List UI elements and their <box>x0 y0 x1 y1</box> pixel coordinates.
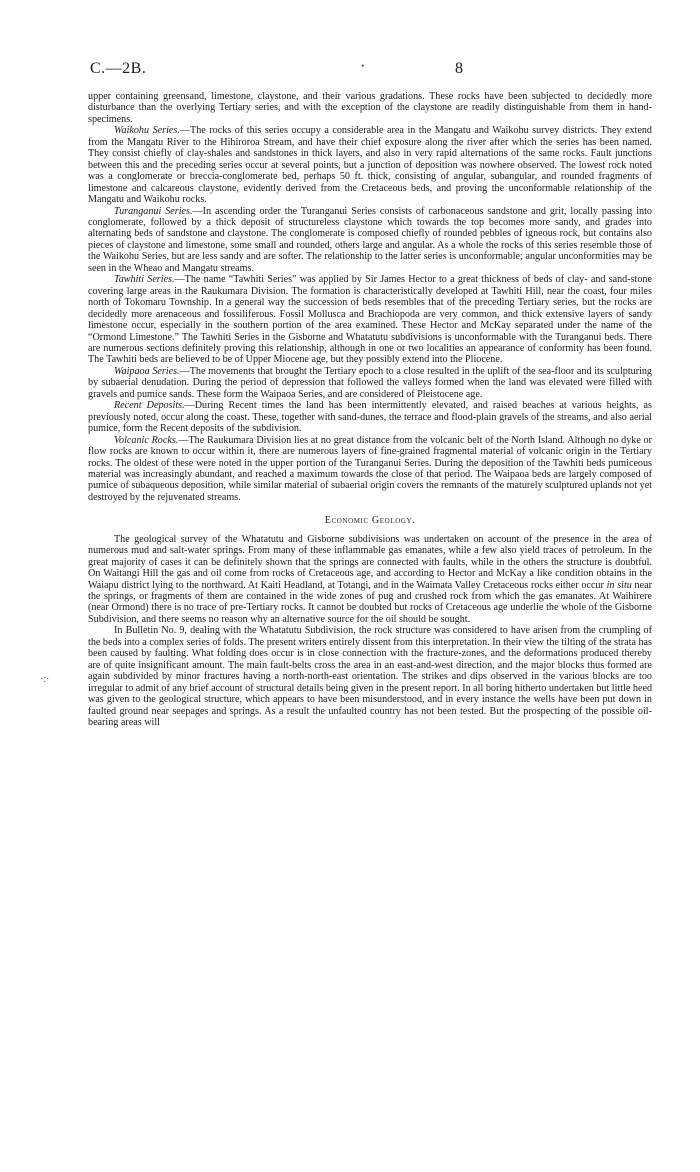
paragraph-lead: Recent Deposits. <box>114 400 185 412</box>
paragraph-lead: Volcanic Rocks. <box>114 434 179 446</box>
paragraph-waipaoa-series: Waipaoa Series.—The movements that brought the Tertiary epoch to a close resulted in the uplift of the sea-floor and its sculpturing by subaerial denudation. During the period of depression that followed the valleys formed when the land was elevated were filled with gravels and pumice sands. These form the Waipaoa Series, and are considered of Pleistocene age. <box>88 365 652 400</box>
page-body <box>88 91 652 728</box>
paragraph-economic-survey: The geological survey of the Whatatutu and Gisborne subdivisions was undertaken on account of the presence in the area of numerous mud and salt-water springs. From many of these inflammable gas emanates, while a few also yield traces of petroleum. In the great majority of cases it can be definitely shown that the springs are connected with faults, while in the others the structure is doubtful. On Waitangi Hill the gas and oil come from rocks of Cretaceous age, and according to Hector and McKay a like condition obtains in the Waiapu district lying to the northward. At Kaiti Headland, at Totangi, and in the Waimata Valley Cretaceous rocks either occur in situ near the springs, or fragments of them are contained in the wide zones of pug and crushed rock from which the gas emanates. At Waihirere (near Ormond) there is no trace of pre-Tertiary rocks. It cannot be doubted but rocks of Cretaceous age underlie the whole of the Gisborne Subdivision, and there seems no reason why an alternative source for the oil should be sought. <box>88 533 652 625</box>
section-heading: Economic Geology. <box>324 515 416 527</box>
paragraph-lead: Turanganui Series. <box>114 205 193 217</box>
paragraph-turanganui-series: Turanganui Series.—In ascending order the Turanganui Series consists of carbonaceous sandstone and grit, locally passing into conglomerate, followed by a thick deposit of structureless claystone which towards the top becomes more sandy, and grades into alternating beds of sandstone and claystone. The conglomerate is composed chiefly of rounded pebbles of igneous rock, but contains also pieces of claystone and limestone, some small and rounded, others large and angular. As a whole the rocks of this series resemble those of the Waikohu Series, but are less sandy and are softer. The relationship to the latter series is unconformable; angular unconformities may be seen in the Wheao and Mangatu streams. <box>88 205 652 274</box>
paragraph-recent-deposits: Recent Deposits.—During Recent times the land has been intermittently elevated, and raised beaches at various heights, as previously noted, occur along the coast. These, together with sand-dunes, the terrace and flood-plain gravels of the streams, and also aerial pumice, form the Recent deposits of the subdivision. <box>88 400 652 435</box>
paragraph-waikohu-series: Waikohu Series.—The rocks of this series occupy a considerable area in the Mangatu and Waikohu survey districts. They extend from the Mangatu River to the Hihiroroa Stream, and have their chief exposure along the river after which the series has been named. They consist chiefly of clay-shales and sandstones in thick layers, and also in very rapid alternations of the same rocks. Fault junctions between this and the preceding series occur at several points, but a junction of deposition was nowhere observed. The lowest rock noted was a conglomerate or breccia-conglomerate bed, perhaps 50 ft. thick, consisting of angular, subangular, and rounded fragments of limestone and calcareous claystone, evidently derived from the Cretaceous beds, and proving the unconformable relationship of the Mangatu and Waikohu rocks. <box>88 125 652 206</box>
page-header <box>90 60 650 80</box>
paragraph-continuation: upper containing greensand, limestone, claystone, and their various gradations. These rocks have been subjected to decidedly more disturbance than the overlying Tertiary series, and with the exception of the claystone are readily distinguishable from them in hand-specimens. <box>88 91 652 125</box>
paragraph-volcanic-rocks: Volcanic Rocks.—The Raukumara Division lies at no great distance from the volcanic belt of the North Island. Although no dyke or flow rocks are known to occur within it, there are numerous layers of fine-grained fragmental material of volcanic origin in the Tertiary rocks. The oldest of these were noted in the upper portion of the Turanganui Series. During the deposition of the Tawhiti beds pumiceous material was increasingly abundant, and reached a maximum towards the close of that period. The Waipaoa beds are largely composed of pumice of subaqueous deposition, while similar material of subaerial origin covers the remnants of the maturely sculptured uplands not yet destroyed by the rejuvenated streams. <box>88 434 652 503</box>
page-number: 8 <box>455 60 463 77</box>
paragraph-lead: Waikohu Series. <box>114 125 180 137</box>
paragraph-lead: Waipaoa Series. <box>114 365 180 377</box>
paragraph-tawhiti-series: Tawhiti Series.—The name “Tawhiti Series” was applied by Sir James Hector to a great thickness of beds of clay- and sand-stone covering large areas in the Raukumara Division. The formation is characteristically developed at Tawhiti Hill, near the coast, four miles north of Tokomaru Township. In a general way the succession of beds resembles that of the preceding Tertiary series, but the rocks are decidedly more arenaceous and fossiliferous. Fossil Mollusca and Brachiopoda are very common, and thick extensive layers of sandy limestone occur, especially in the southern portion of the area examined. These Hector and McKay separated under the name of the “Ormond Limestone.” The Tawhiti Series in the Gisborne and Whatatutu subdivisions is unconformable with the Turanganui beds. There are numerous sections definitely proving this relationship, although in one or two localities an appearance of conformity has been found. The Tawhiti beds are believed to be of Upper Miocene age, but they possibly extend into the Pliocene. <box>88 274 652 366</box>
margin-speck-icon: ·:· <box>40 674 50 685</box>
document-reference: C.—2B. <box>90 60 147 77</box>
italic-term: in situ <box>606 579 632 591</box>
header-dot: · <box>360 58 366 75</box>
paragraph-economic-structure: In Bulletin No. 9, dealing with the Whatatutu Subdivision, the rock structure was considered to have arisen from the crumpling of the beds into a complex series of folds. The present writers entirely dissent from this interpretation. In their view the tilting of the strata has been caused by faulting. What folding does occur is in close connection with the fracture-zones, and the deformations produced thereby are of quite insignificant amount. The main fault-belts cross the area in an east-and-west direction, and the major blocks thus formed are again subdivided by minor fractures having a north-north-east orientation. The strikes and dips observed in the various blocks are too irregular to admit of any brief account of structural details being given in the present report. In all boring hitherto undertaken but little heed was given to the geological structure, which appears to have been misunderstood, and in every instance the wells have been put down in faulted ground near seepages and springs. As a result the unfaulted country has not been tested. But the prospecting of the possible oil-bearing areas will <box>88 625 653 729</box>
paragraph-lead: Tawhiti Series. <box>114 274 175 286</box>
